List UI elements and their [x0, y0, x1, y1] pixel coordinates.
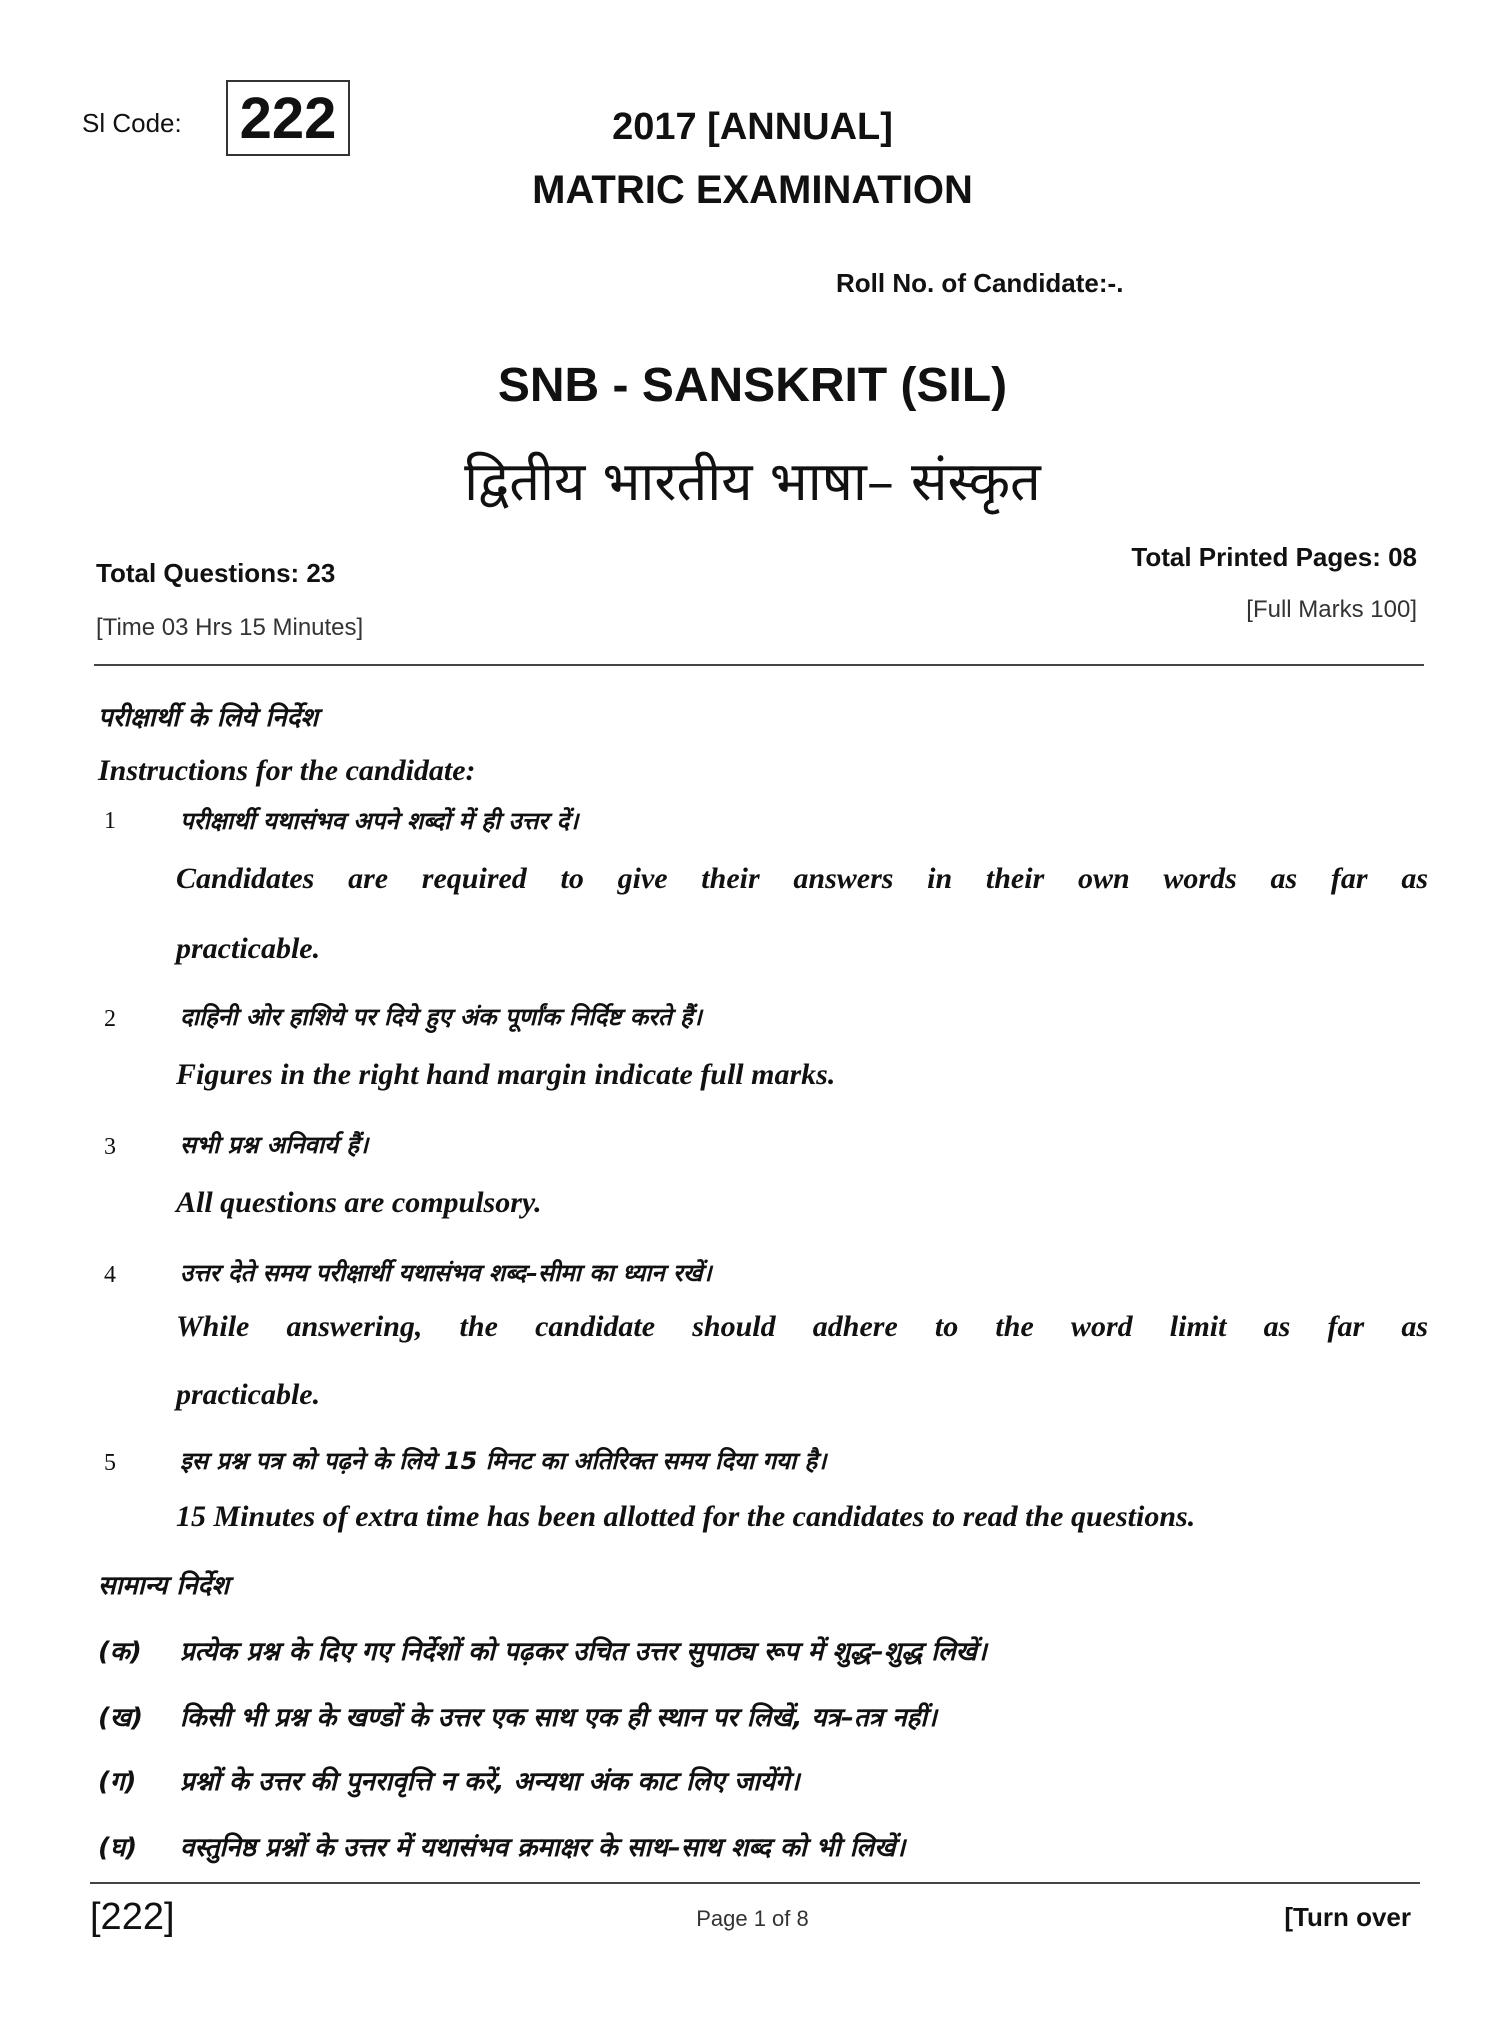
instructions-heading-english: Instructions for the candidate: [98, 754, 476, 787]
sl-code-label: Sl Code: [82, 108, 182, 138]
instruction-hindi: सभी प्रश्न अनिवार्य हैं। [180, 1131, 369, 1159]
item-text: प्रश्नों के उत्तर की पुनरावृत्ति न करें, अन्यथा अंक काट लिए जायेंगे। [180, 1767, 800, 1797]
item-text: प्रत्येक प्रश्न के दिए गए निर्देशों को पढ़कर उचित उत्तर सुपाठ्य रूप में शुद्ध–शुद्ध लिखें। [180, 1637, 987, 1667]
general-instruction-item [98, 1762, 800, 1798]
instruction-hindi: इस प्रश्न पत्र को पढ़ने के लिये 15 मिनट का अतिरिक्त समय दिया गया है। [180, 1447, 827, 1475]
full-marks: [Full Marks 100] [1246, 596, 1417, 623]
instruction-hindi: दाहिनी ओर हाशिये पर दिये हुए अंक पूर्णांक निर्दिष्ट करते हैं। [180, 1003, 702, 1031]
instruction-english-cont: practicable. [176, 932, 321, 965]
general-instruction-item [98, 1828, 905, 1864]
general-instruction-item [98, 1698, 937, 1734]
item-text: वस्तुनिष्ठ प्रश्नों के उत्तर में यथासंभव क्रमाक्षर के साथ–साथ शब्द को भी लिखें। [180, 1833, 906, 1863]
instruction-number: 1 [104, 808, 116, 834]
subject-hindi-title: द्वितीय भारतीय भाषा– संस्कृत [464, 450, 1041, 513]
instruction-english-cont: practicable. [176, 1378, 321, 1411]
instructions-heading-hindi: परीक्षार्थी के लिये निर्देश [98, 703, 319, 733]
turn-over-label: [Turn over [1284, 1902, 1411, 1932]
item-text: किसी भी प्रश्न के खण्डों के उत्तर एक साथ एक ही स्थान पर लिखें, यत्र–तत्र नहीं। [180, 1703, 937, 1733]
general-instruction-item [98, 1632, 987, 1668]
exam-name: MATRIC EXAMINATION [532, 168, 973, 212]
time-allowed: [Time 03 Hrs 15 Minutes] [96, 614, 364, 641]
instruction-hindi: उत्तर देते समय परीक्षार्थी यथासंभव शब्द–सीमा का ध्यान रखें। [180, 1259, 712, 1287]
instruction-number: 4 [104, 1262, 116, 1288]
instruction-number: 3 [104, 1134, 116, 1160]
divider-bottom [90, 1882, 1420, 1884]
total-questions: Total Questions: 23 [96, 558, 336, 588]
roll-number-label: Roll No. of Candidate:-. [836, 268, 1124, 298]
instruction-english: Figures in the right hand margin indicate full marks. [176, 1058, 836, 1091]
instruction-number: 2 [104, 1006, 116, 1032]
exam-year: 2017 [ANNUAL] [612, 106, 893, 148]
instruction-english: All questions are compulsory. [176, 1186, 542, 1219]
instruction-number: 5 [104, 1450, 116, 1476]
general-instructions-heading: सामान्य निर्देश [98, 1571, 230, 1601]
subject-title: SNB - SANSKRIT (SIL) [497, 359, 1008, 412]
page-number: Page 1 of 8 [696, 1906, 809, 1931]
footer-code: [222] [90, 1896, 175, 1938]
item-marker: (घ) [98, 1833, 138, 1863]
instruction-english: 15 Minutes of extra time has been allotted for the candidates to read the questions. [176, 1500, 1196, 1533]
divider-top [94, 664, 1424, 666]
item-marker: (ग) [98, 1767, 137, 1797]
instruction-hindi: परीक्षार्थी यथासंभव अपने शब्दों में ही उत्तर दें। [180, 807, 579, 835]
item-marker: (ख) [98, 1703, 144, 1733]
sl-code-box: 222 [226, 80, 350, 156]
instruction-english: While answering, the candidate should adhere to the word limit as far as [176, 1310, 1428, 1343]
instruction-english: Candidates are required to give their answers in their own words as far as [176, 862, 1428, 895]
total-printed-pages: Total Printed Pages: 08 [1131, 542, 1417, 572]
item-marker: (क) [98, 1637, 142, 1667]
